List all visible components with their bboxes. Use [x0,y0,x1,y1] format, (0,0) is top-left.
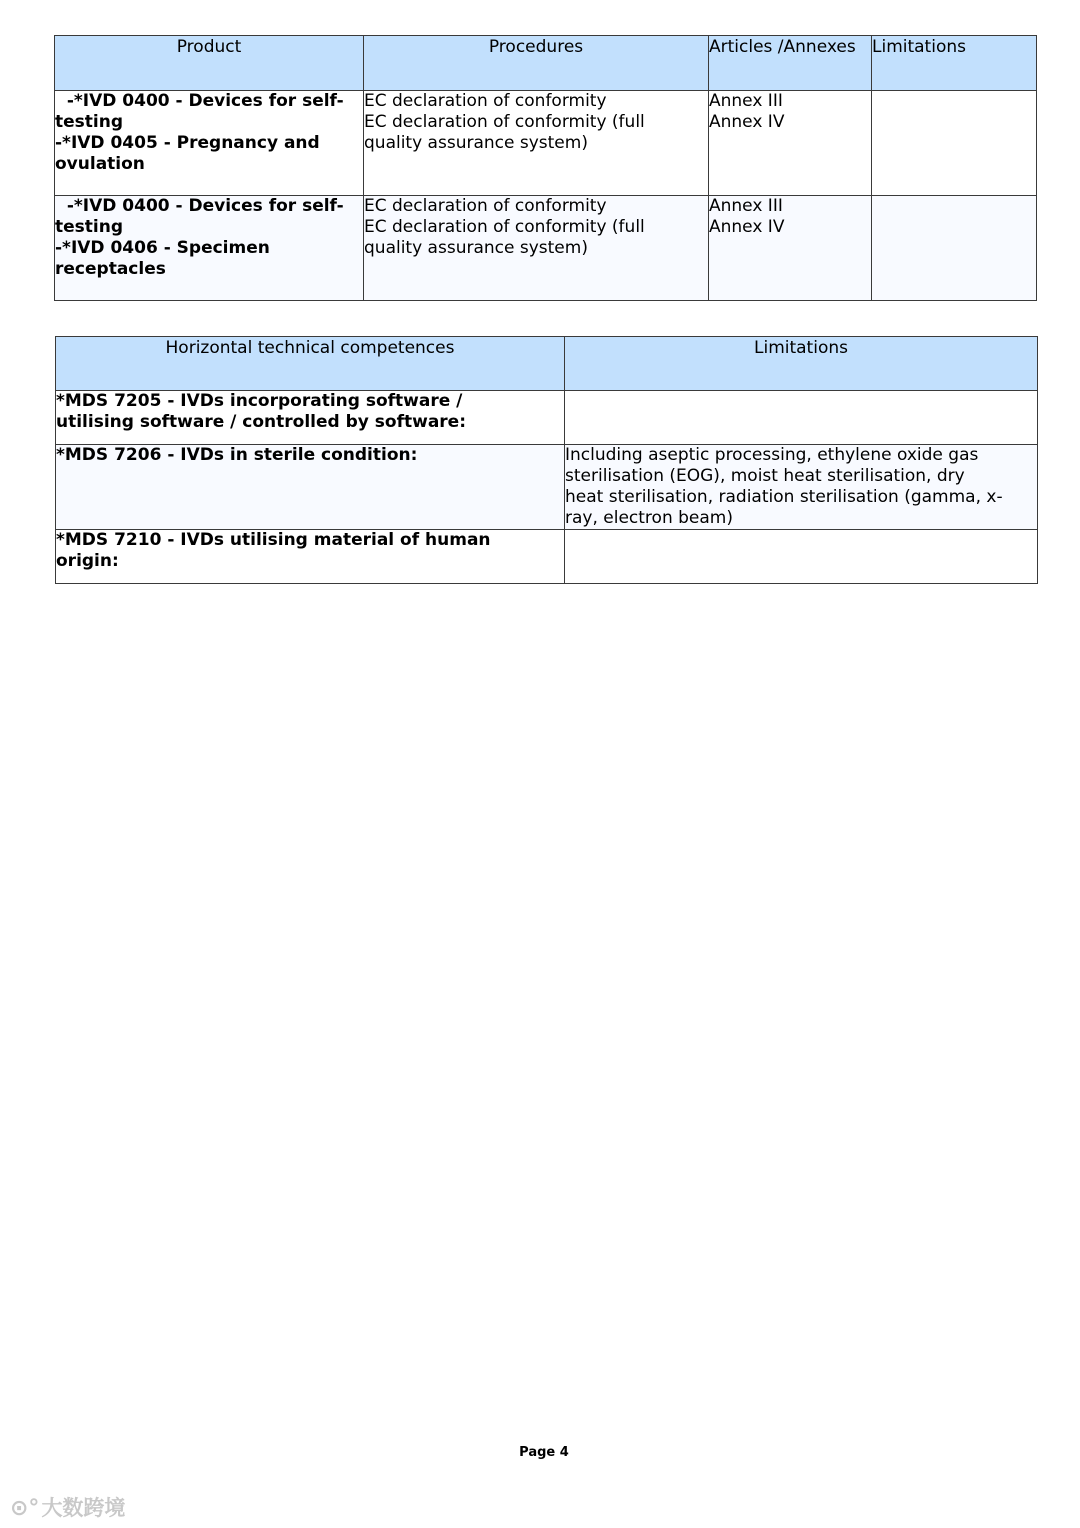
product-line: ovulation [55,154,145,174]
products-table [54,35,1037,301]
page-number: Page 4 [519,1445,569,1460]
table-row [56,391,1038,445]
competence-line: *MDS 7205 - IVDs incorporating software / [56,391,463,411]
procedure-line: EC declaration of conformity (full [364,217,645,237]
procedures-cell [364,196,709,301]
competences-header-row [56,337,1038,391]
watermark-text: 大数跨境 [41,1496,126,1520]
limitations-cell [872,91,1037,196]
header-procedures: Procedures [364,36,709,91]
procedure-line: quality assurance system) [364,133,588,153]
competence-cell [56,445,565,530]
products-header-row [55,36,1037,91]
header-competences: Horizontal technical competences [56,337,565,391]
watermark [10,1492,125,1522]
annex-line: Annex IV [709,217,785,237]
competence-line: origin: [56,551,119,571]
limitation-cell [565,530,1038,584]
product-cell [55,196,364,301]
procedure-line: EC declaration of conformity [364,196,607,216]
competence-line: *MDS 7210 - IVDs utilising material of human [56,530,491,550]
product-line: -*IVD 0406 - Specimen [55,238,270,258]
product-line: -*IVD 0400 - Devices for self- [55,196,344,216]
table-row [55,91,1037,196]
table-row [55,196,1037,301]
procedure-line: quality assurance system) [364,238,588,258]
limitation-line: sterilisation (EOG), moist heat sterilisation, dry [565,466,965,486]
table-row [56,530,1038,584]
annex-line: Annex IV [709,112,785,132]
product-cell [55,91,364,196]
watermark-logo-icon: ⊙° [10,1496,40,1521]
product-line: testing [55,217,123,237]
annexes-cell [709,196,872,301]
competence-line: utilising software / controlled by software: [56,412,467,432]
product-line: testing [55,112,123,132]
limitation-line: Including aseptic processing, ethylene oxide gas [565,445,979,465]
procedure-line: EC declaration of conformity [364,91,607,111]
annexes-cell [709,91,872,196]
header-articles-annexes: Articles /Annexes [709,36,872,91]
header-limitations: Limitations [872,36,1037,91]
limitation-cell [565,445,1038,530]
limitation-line: ray, electron beam) [565,508,733,528]
header-product: Product [55,36,364,91]
annex-line: Annex III [709,91,783,111]
procedure-line: EC declaration of conformity (full [364,112,645,132]
competences-table [55,336,1038,584]
limitations-cell [872,196,1037,301]
competence-line: *MDS 7206 - IVDs in sterile condition: [56,445,418,465]
limitation-cell [565,391,1038,445]
competence-cell [56,530,565,584]
product-line: receptacles [55,259,166,279]
procedures-cell [364,91,709,196]
annex-line: Annex III [709,196,783,216]
table-row [56,445,1038,530]
product-line: -*IVD 0405 - Pregnancy and [55,133,320,153]
header-limitations: Limitations [565,337,1038,391]
product-line: -*IVD 0400 - Devices for self- [55,91,344,111]
limitation-line: heat sterilisation, radiation sterilisation (gamma, x- [565,487,1003,507]
competence-cell [56,391,565,445]
